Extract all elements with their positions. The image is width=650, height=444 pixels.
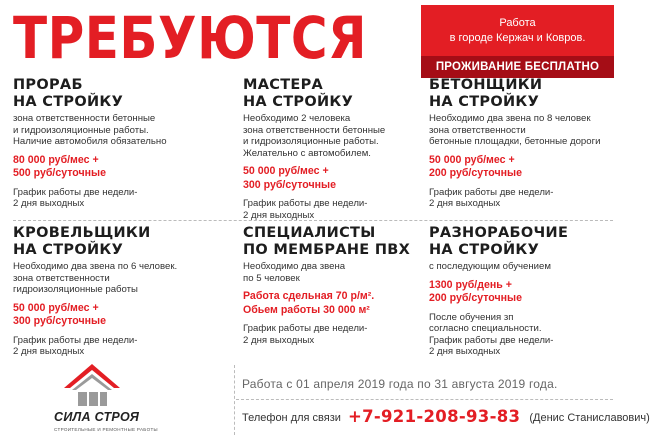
logo-tagline: СТРОИТЕЛЬНЫЕ И РЕМОНТНЫЕ РАБОТЫ bbox=[54, 427, 158, 432]
job-schedule: График работы две недели- 2 дня выходных bbox=[243, 323, 368, 346]
job-salary: 1300 руб/день + 200 руб/суточные bbox=[429, 278, 522, 305]
job-salary: 50 000 руб/мес + 300 руб/суточные bbox=[13, 301, 106, 328]
job-description: зона ответственности бетонные и гидроизоляционные работы. Наличие автомобиля обязательно bbox=[13, 113, 167, 148]
job-schedule: После обучения зп согласно специальности. График работы две недели- 2 дня выходных bbox=[429, 311, 554, 358]
contact-name: (Денис Станиславович) bbox=[529, 412, 650, 424]
house-roof-icon bbox=[62, 362, 122, 408]
job-title: ПРОРАБ НА СТРОЙКУ bbox=[13, 77, 124, 110]
work-period: Работа с 01 апреля 2019 года по 31 августа 2019 года. bbox=[242, 377, 558, 391]
column-divider bbox=[234, 365, 235, 435]
job-description: Необходимо два звена по 6 человек. зона ответственности гидроизоляционные работы bbox=[13, 261, 178, 296]
job-schedule: График работы две недели- 2 дня выходных bbox=[243, 198, 368, 221]
job-title: МАСТЕРА НА СТРОЙКУ bbox=[243, 77, 354, 110]
job-salary: 50 000 руб/мес + 300 руб/суточные bbox=[243, 165, 336, 191]
location-badge bbox=[421, 5, 614, 78]
company-logo bbox=[40, 362, 220, 437]
job-schedule: График работы две недели- 2 дня выходных bbox=[429, 186, 554, 210]
job-description: Необходимо 2 человека зона ответственности бетонные и гидроизоляционные работы. Желательно с автомобилем. bbox=[243, 113, 386, 159]
phone-label: Телефон для связи bbox=[242, 412, 341, 424]
job-card-roofers bbox=[13, 225, 208, 358]
job-card-foreman bbox=[13, 77, 208, 210]
page-title: ТРЕБУЮТСЯ bbox=[13, 5, 368, 72]
job-schedule: График работы две недели- 2 дня выходных bbox=[13, 186, 138, 210]
job-description: Необходимо два звена по 8 человек зона ответственности бетонные площадки, бетонные дороги bbox=[429, 113, 601, 148]
location-line-1: Работа bbox=[499, 17, 536, 29]
job-description: с последующим обучением bbox=[429, 261, 551, 272]
footer-divider bbox=[236, 399, 613, 400]
row-divider bbox=[13, 220, 613, 221]
phone-number[interactable]: +7-921-208-93-83 bbox=[347, 407, 521, 426]
job-title: КРОВЕЛЬЩИКИ НА СТРОЙКУ bbox=[13, 225, 151, 258]
location-line-2: в городе Кержач и Ковров. bbox=[449, 32, 586, 44]
job-title: СПЕЦИАЛИСТЫ ПО МЕМБРАНЕ ПВХ bbox=[243, 225, 411, 258]
job-schedule: График работы две недели- 2 дня выходных bbox=[13, 334, 138, 358]
job-description: Необходимо два звена по 5 человек bbox=[243, 261, 346, 284]
job-salary: 50 000 руб/мес + 200 руб/суточные bbox=[429, 153, 522, 180]
contact-line bbox=[242, 407, 650, 428]
job-salary: 80 000 руб/мес + 500 руб/суточные bbox=[13, 153, 106, 180]
job-card-masters bbox=[243, 77, 438, 222]
job-card-laborers bbox=[429, 225, 621, 358]
job-title: РАЗНОРАБОЧИЕ НА СТРОЙКУ bbox=[429, 225, 569, 258]
job-card-concrete-workers bbox=[429, 77, 621, 210]
job-title: БЕТОНЩИКИ НА СТРОЙКУ bbox=[429, 77, 543, 110]
logo-name: СИЛА СТРОЯ bbox=[54, 410, 140, 424]
job-card-pvc-specialists bbox=[243, 225, 438, 346]
job-salary: Работа сдельная 70 р/м². Обьем работы 30 000 м² bbox=[243, 290, 375, 316]
housing-banner: ПРОЖИВАНИЕ БЕСПЛАТНО bbox=[421, 56, 614, 78]
